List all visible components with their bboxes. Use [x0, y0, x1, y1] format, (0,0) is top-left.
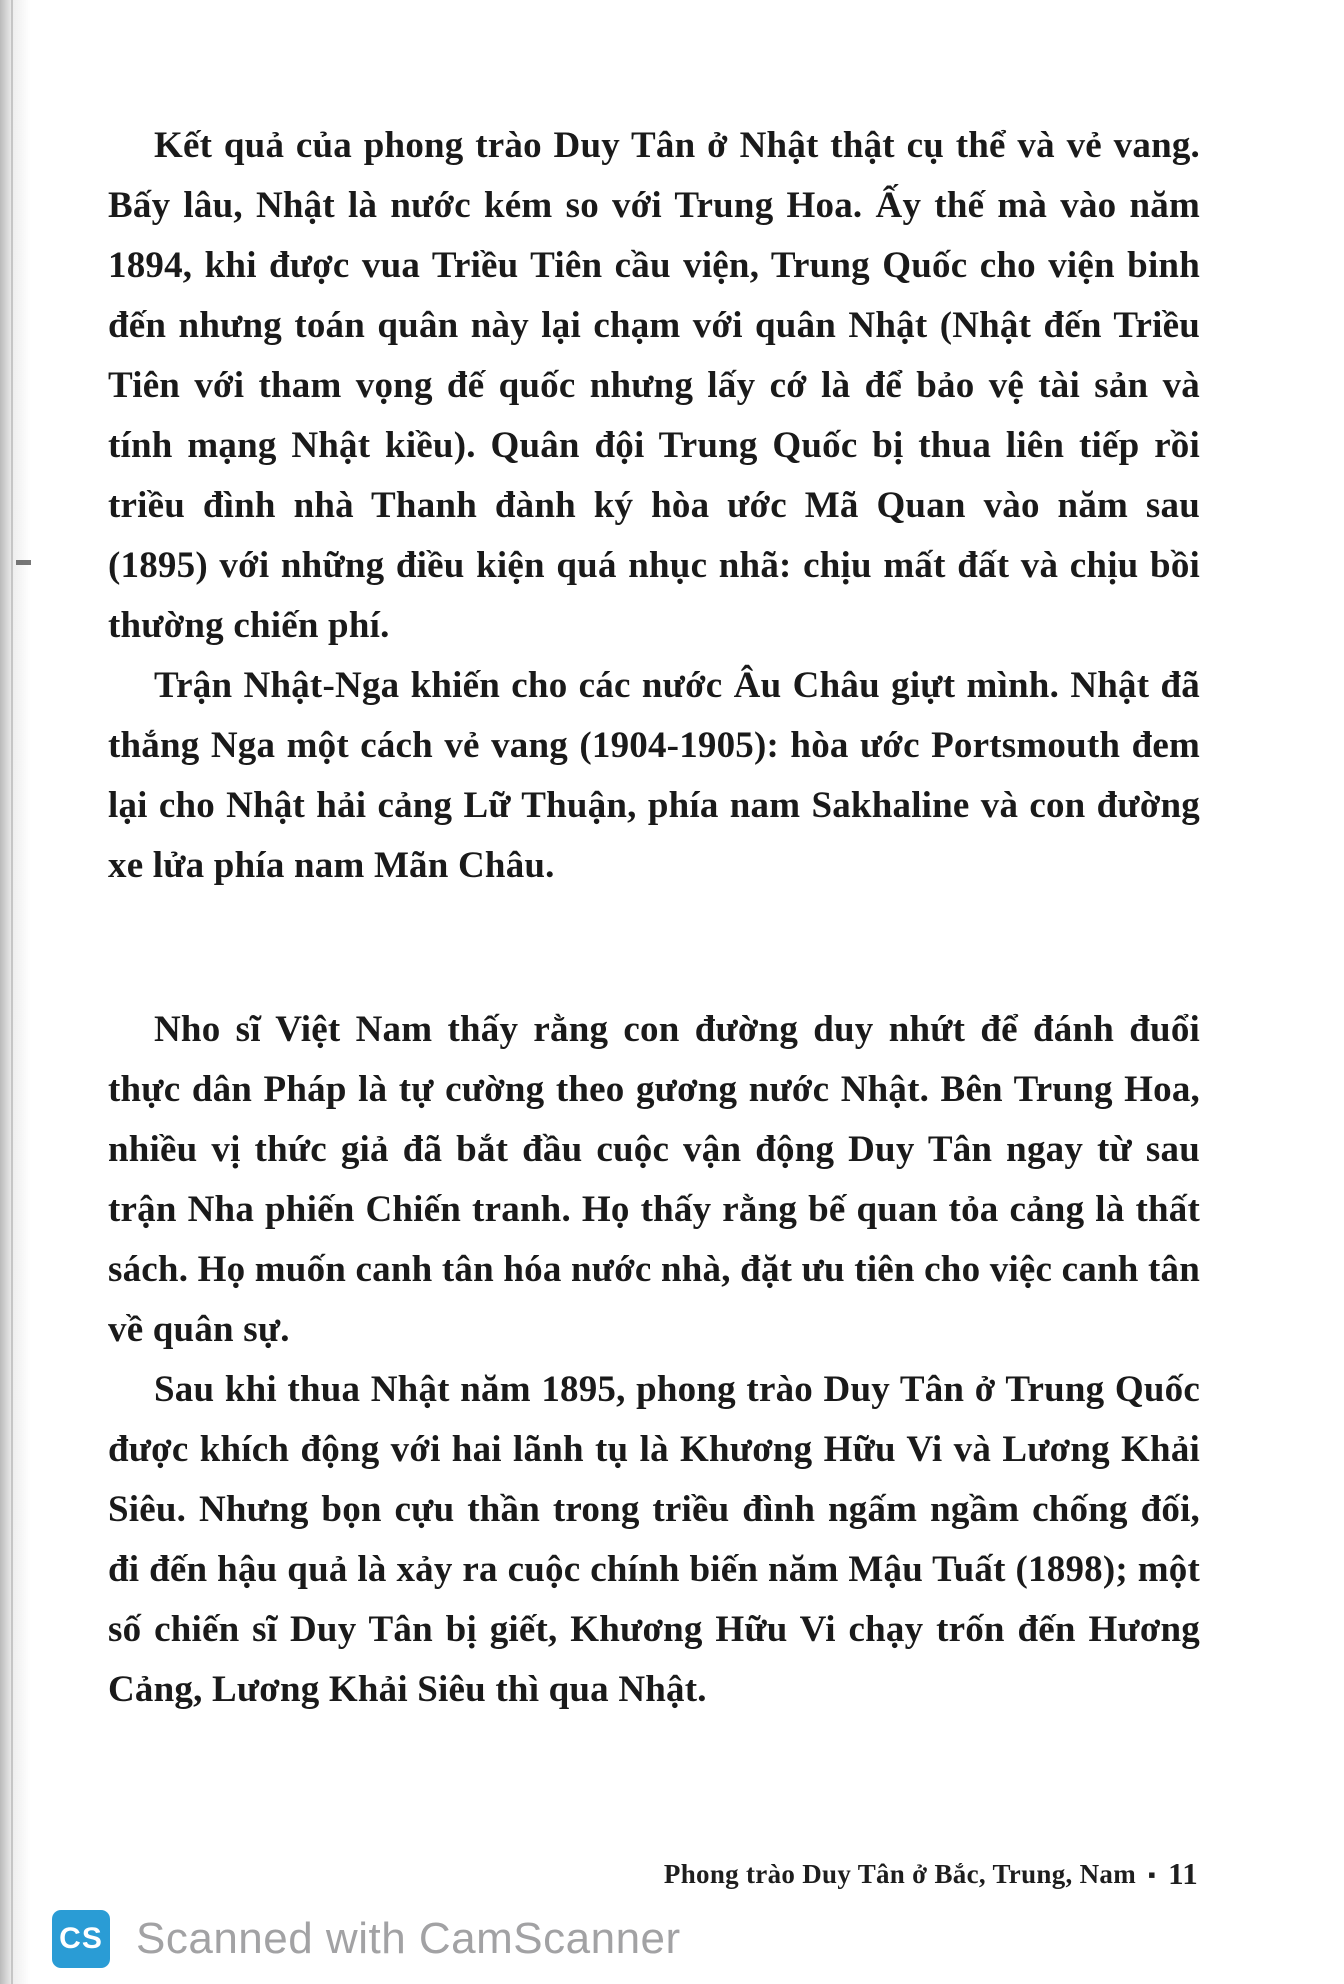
scan-edge-shadow	[0, 0, 30, 1984]
scan-artifact	[16, 560, 31, 565]
running-title: Phong trào Duy Tân ở Bắc, Trung, Nam	[663, 1858, 1136, 1889]
footer-bullet-icon: ▪	[1148, 1862, 1157, 1887]
paragraph-duy-tan-nhat: Kết quả của phong trào Duy Tân ở Nhật thật cụ thể và vẻ vang. Bấy lâu, Nhật là nước kém so với Trung Hoa. Ấy thế mà vào năm 1894, khi được vua Triều Tiên cầu viện, Trung Quốc cho viện binh đến nhưng toán quân này lại chạm với quân Nhật (Nhật đến Triều Tiên với tham vọng đế quốc nhưng lấy cớ là để bảo vệ tài sản và tính mạng Nhật kiều). Quân đội Trung Quốc bị thua liên tiếp rồi triều đình nhà Thanh đành ký hòa ước Mã Quan vào năm sau (1895) với những điều kiện quá nhục nhã: chịu mất đất và chịu bồi thường chiến phí.	[108, 125, 1200, 646]
page-number: 11	[1168, 1856, 1198, 1891]
camscanner-logo-text: CS	[59, 1922, 103, 1955]
camscanner-logo-icon	[52, 1910, 110, 1968]
scan-edge-line	[11, 0, 13, 1984]
page-footer	[664, 1856, 1198, 1892]
paragraph-tran-nhat-nga: Trận Nhật-Nga khiến cho các nước Âu Châu giựt mình. Nhật đã thắng Nga một cách vẻ vang (1904-1905): hòa ước Portsmouth đem lại cho Nhật hải cảng Lữ Thuận, phía nam Sakhaline và con đường xe lửa phía nam Mãn Châu.	[108, 665, 1200, 886]
paragraph-duy-tan-trung-quoc: Sau khi thua Nhật năm 1895, phong trào Duy Tân ở Trung Quốc được khích động với hai lãnh tụ là Khương Hữu Vi và Lương Khải Siêu. Nhưng bọn cựu thần trong triều đình ngấm ngầm chống đối, đi đến hậu quả là xảy ra cuộc chính biến năm Mậu Tuất (1898); một số chiến sĩ Duy Tân bị giết, Khương Hữu Vi chạy trốn đến Hương Cảng, Lương Khải Siêu thì qua Nhật.	[108, 1369, 1200, 1710]
camscanner-label: Scanned with CamScanner	[136, 1914, 681, 1963]
camscanner-watermark	[52, 1910, 681, 1968]
paragraph-nho-si-viet-nam: Nho sĩ Việt Nam thấy rằng con đường duy nhứt để đánh đuổi thực dân Pháp là tự cường theo gương nước Nhật. Bên Trung Hoa, nhiều vị thức giả đã bắt đầu cuộc vận động Duy Tân ngay từ sau trận Nha phiến Chiến tranh. Họ thấy rằng bế quan tỏa cảng là thất sách. Họ muốn canh tân hóa nước nhà, đặt ưu tiên cho việc canh tân về quân sự.	[108, 1009, 1200, 1350]
page-text-block	[108, 116, 1200, 1720]
